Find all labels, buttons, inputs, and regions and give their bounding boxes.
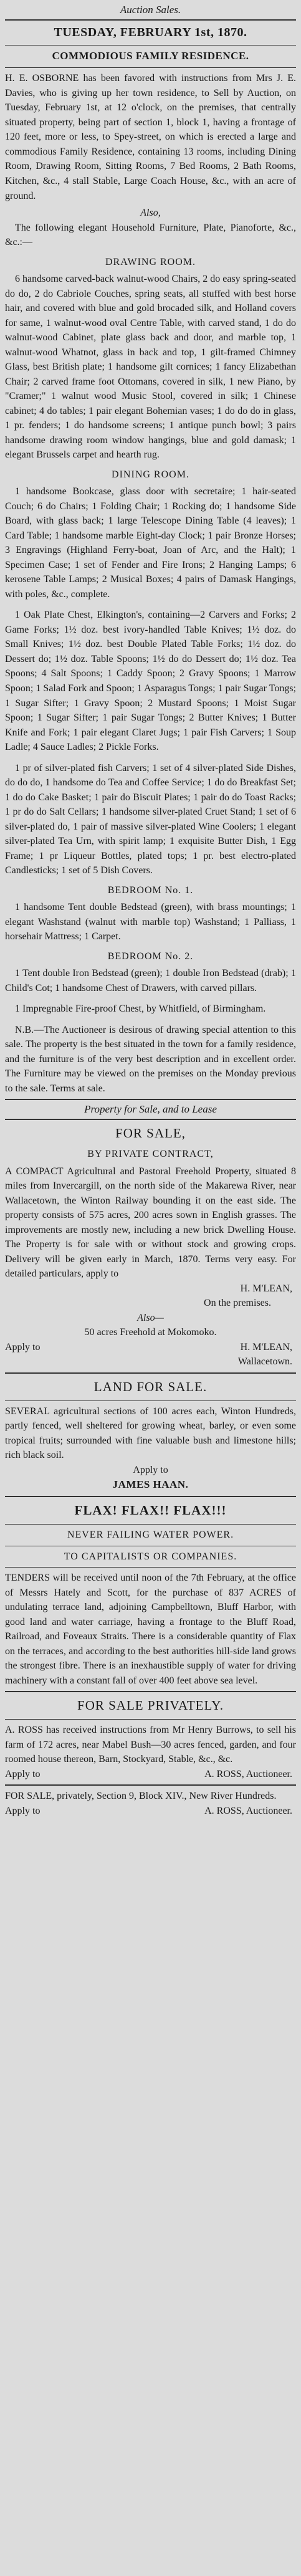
bedroom1-list: 1 handsome Tent double Bedstead (green), with brass mountings; 1 elegant Washstand (walnut with marble top) Washstand; 1 Palliass, 1 horsehair Mattress; 1 Carpet. [5, 902, 296, 942]
land-apply-label: Apply to [133, 1464, 168, 1475]
land-title: LAND FOR SALE. [93, 1379, 208, 1394]
forsale-apply-name: H. M'LEAN, [240, 1341, 292, 1353]
drawing-room-list: 6 handsome carved-back walnut-wood Chairs, 2 do easy spring-seated do do, 2 do Cabriole Couches, spring seats, all stuffed with best horse hair, and covered with blue and gold brocaded silk, and Holland covers for same, 1 walnut-wood oval Centre Table, with carved stand, 1 do do walnut-wood Cabinet, plate glass back and door, and marble top, 1 walnut-wood Whatnot, glass in back and top, 1 gilt-framed Chimney Glass, best British plate; 1 handsome gilt cornices; 1 fancy Elizabethan Chair; 2 carved frame foot Ottomans, covered in silk, 1 new Piano, by "Cramer;" 1 walnut wood Music Stool, covered in silk; 1 Chinese cabinet; 4 do tables; 1 pair elegant Bohemian vases; 1 do do do in glass, 1 pr. fenders; 1 do handsome screens; 1 antique punch bowl; 3 pairs handsome drawing room window hangings, blue and gold damask; 1 elegant Brussels carpet and hearth rug. [5, 274, 296, 461]
property-section-header: Property for Sale, and to Lease [84, 1103, 217, 1116]
divider [5, 1496, 296, 1497]
forsale-also-text: 50 acres Freehold at Mokomoko. [84, 1327, 217, 1338]
section-header: Auction Sales. [120, 4, 181, 16]
flax-subtitle-1: NEVER FAILING WATER POWER. [67, 1530, 234, 1541]
flax-advertisement [5, 1501, 296, 1688]
bedroom1-title: BEDROOM No. 1. [107, 884, 194, 896]
auction-also-text: The following elegant Household Furniture, Plate, Pianoforte, &c., &c.:— [5, 222, 296, 248]
section9-body: FOR SALE, privately, Section 9, Block XIV., New River Hundreds. [5, 1791, 277, 1802]
auction-intro: H. E. OSBORNE has been favored with instructions from Mrs J. E. Davies, who is giving up her town residence, to Sell by Auction, on Tuesday, February 1st, at 12 o'clock, on the premises, that centrally situated property, being part of section 1, block 1, having a frontage of 120 feet, more or less, to Spey-street, on which is erected a large and commodious Family Residence, containing 13 rooms, including Dining Room, Drawing Room, Sitting Rooms, 7 Bed Rooms, 2 Bath Rooms, Kitchen, &c., 4 stall Stable, Large Coach House, &c., with an acre of ground. [5, 73, 296, 201]
safe-item: 1 Impregnable Fire-proof Chest, by Whitfield, of Birmingham. [15, 1003, 266, 1015]
dining-room-title: DINING ROOM. [112, 469, 189, 480]
auction-also: Also, [140, 208, 161, 219]
divider [5, 1784, 296, 1786]
private-sale-apply-name: A. ROSS, Auctioneer. [204, 1768, 292, 1779]
private-sale-apply-label: Apply to [5, 1768, 41, 1779]
auction-title: COMMODIOUS FAMILY RESIDENCE. [52, 50, 249, 62]
forsale-sig-name: H. M'LEAN, [240, 1283, 292, 1294]
bedroom2-title: BEDROOM No. 2. [107, 950, 194, 962]
flax-title: FLAX! FLAX!! FLAX!!! [74, 1503, 227, 1518]
divider [5, 1099, 296, 1100]
land-apply-name: JAMES HAAN. [112, 1478, 189, 1491]
divider [5, 1524, 296, 1525]
divider [5, 1372, 296, 1374]
auction-note: N.B.—The Auctioneer is desirous of drawing special attention to this sale. The property is the best situated in the town for a family residence, and the furniture is of the very best description and in excellent order. The Furniture may be viewed on the premises on the Monday previous to the sale. Terms at sale. [5, 1024, 296, 1094]
forsale-advertisement [5, 1124, 296, 1369]
plate-list: 1 Oak Plate Chest, Elkington's, containing—2 Carvers and Forks; 2 Game Forks; 1½ doz. best ivory-handled Table Knives; 1½ doz. do Small Knives; 1½ doz. best Double Plated Table Forks; 1½ doz. do Dessert do; 1½ doz. Table Spoons; 1½ do do Dessert do; 1½ doz. Tea Spoons; 4 Salt Spoons; 1 Caddy Spoon; 2 Gravy Spoons; 1 Marrow Spoon; 1 Salad Fork and Spoon; 1 Asparagus Tongs; 1 pair Sugar Tongs; 1 Sugar Sifter; 1 Gravy Spoon; 2 Mustard Spoons; 1 Moist Sugar Spoon; 1 Sugar Sifter; 1 pair Sugar Tongs; 2 Butter Knives; 1 Butter Knife and Fork; 1 pair elegant Claret Jugs; 1 pair Fish Carvers; 1 Soup Ladle; 4 Sauce Ladles; 2 Pickle Forks. [5, 610, 296, 753]
divider [5, 19, 296, 21]
land-advertisement [5, 1377, 296, 1493]
private-sale-title: FOR SALE PRIVATELY. [77, 1698, 224, 1713]
flax-body: TENDERS will be received until noon of the 7th February, at the office of Messrs Hately and Scott, for the purchase of 837 ACRES of undulating terrace land, adjoining Campbelltown, Bluff Harbor, with good land and water carriage, having a frontage to the Bluff Road, Railroad, and Foveaux Straits. There is a considerable quantity of Flax on the terraces, and according to the best authorities hill-side land grows the strongest fibre. There is an inexhaustible supply of water for driving machinery with a constant fall of over 400 feet above sea level. [5, 1573, 296, 1686]
auction-dateline: TUESDAY, FEBRUARY 1st, 1870. [54, 26, 247, 39]
electro-plate-list: 1 pr of silver-plated fish Carvers; 1 set of 4 silver-plated Side Dishes, do do do, 1 handsome do Tea and Coffee Service; 1 do do Breakfast Set; 1 do do Cake Basket; 1 pair do Biscuit Plates; 1 pair do do Toast Racks; 1 pr do do Salt Cellars; 1 handsome silver-plated Cruet Stand; 1 set of 6 silver-plated do, 1 pair of massive silver-plated Wine Coolers; 1 elegant silver-plated Tea Urn, with spirit lamp; 1 exquisite Butter Dish, 1 Egg Frame; 1 pr Liqueur Bottles, plated tops; 1 pr. best electro-plated Candlesticks; 1 set of 5 Dish Covers. [5, 762, 296, 876]
forsale-title: FOR SALE, [115, 1126, 186, 1141]
divider [5, 1719, 296, 1720]
land-body: SEVERAL agricultural sections of 100 acres each, Winton Hundreds, partly fenced, well sheltered for growing wheat, barley, or even some tropical fruits; surrounded with fine valuable bush and limestone hills; rich black soil. [5, 1405, 296, 1461]
private-sale-advertisement [5, 1696, 296, 1781]
dining-room-list: 1 handsome Bookcase, glass door with secretaire; 1 hair-seated Couch; 6 do Chairs; 1 Folding Chair; 1 Rocking do; 1 handsome Side Board, with glass back; 1 large Telescope Dining Table (4 leaves); 1 Card Table; 1 handsome marble Eight-day Clock; 1 pair Bronze Horses; 3 Engravings (Highland Ferry-boat, Joan of Arc, and the Halt); 1 Specimen Case; 1 set of Fender and Fire Irons; 2 Hanging Lamps; 6 kerosene Table Lamps; 2 Musical Boxes; 4 pairs of Damask Hangings, with poles, &c., complete. [5, 486, 296, 600]
divider [5, 1691, 296, 1692]
divider [5, 1119, 296, 1120]
section9-apply-name: A. ROSS, Auctioneer. [204, 1805, 292, 1816]
forsale-subtitle: BY PRIVATE CONTRACT, [87, 1149, 214, 1160]
private-sale-body: A. ROSS has received instructions from Mr Henry Burrows, to sell his farm of 172 acres, near Mabel Bush—30 acres fenced, garden, and four roomed house thereon, Barn, Stockyard, Stable, &c., &c. [5, 1725, 296, 1765]
divider [5, 1567, 296, 1568]
flax-subtitle-2: TO CAPITALISTS OR COMPANIES. [64, 1551, 237, 1562]
divider [5, 67, 296, 68]
drawing-room-title: DRAWING ROOM. [105, 256, 196, 267]
bedroom2-list: 1 Tent double Iron Bedstead (green); 1 double Iron Bedstead (drab); 1 Child's Cot; 1 handsome Chest of Drawers, with carved pillars. [5, 968, 296, 994]
forsale-body: A COMPACT Agricultural and Pastoral Freehold Property, situated 8 miles from Invercargill, on the north side of the Makarewa River, near Wallacetown, the Winton Railway bounding it on the east side. The property consists of 575 acres, 200 acres sown in English grasses. The improvements are mostly new, including a new brick Dwelling House. The Property is for sale with or without stock and growing crops. Delivery will be given early in March, 1870. Terms very easy. For detailed particulars, apply to [5, 1166, 296, 1280]
section9-apply-label: Apply to [5, 1805, 41, 1816]
auction-advertisement [5, 24, 296, 1096]
forsale-apply-label: Apply to [5, 1341, 41, 1353]
forsale-apply-place: Wallacetown. [237, 1356, 292, 1367]
forsale-sig-place: On the premises. [204, 1298, 271, 1309]
forsale-also: Also— [137, 1312, 164, 1323]
section9-advertisement [5, 1789, 296, 1818]
